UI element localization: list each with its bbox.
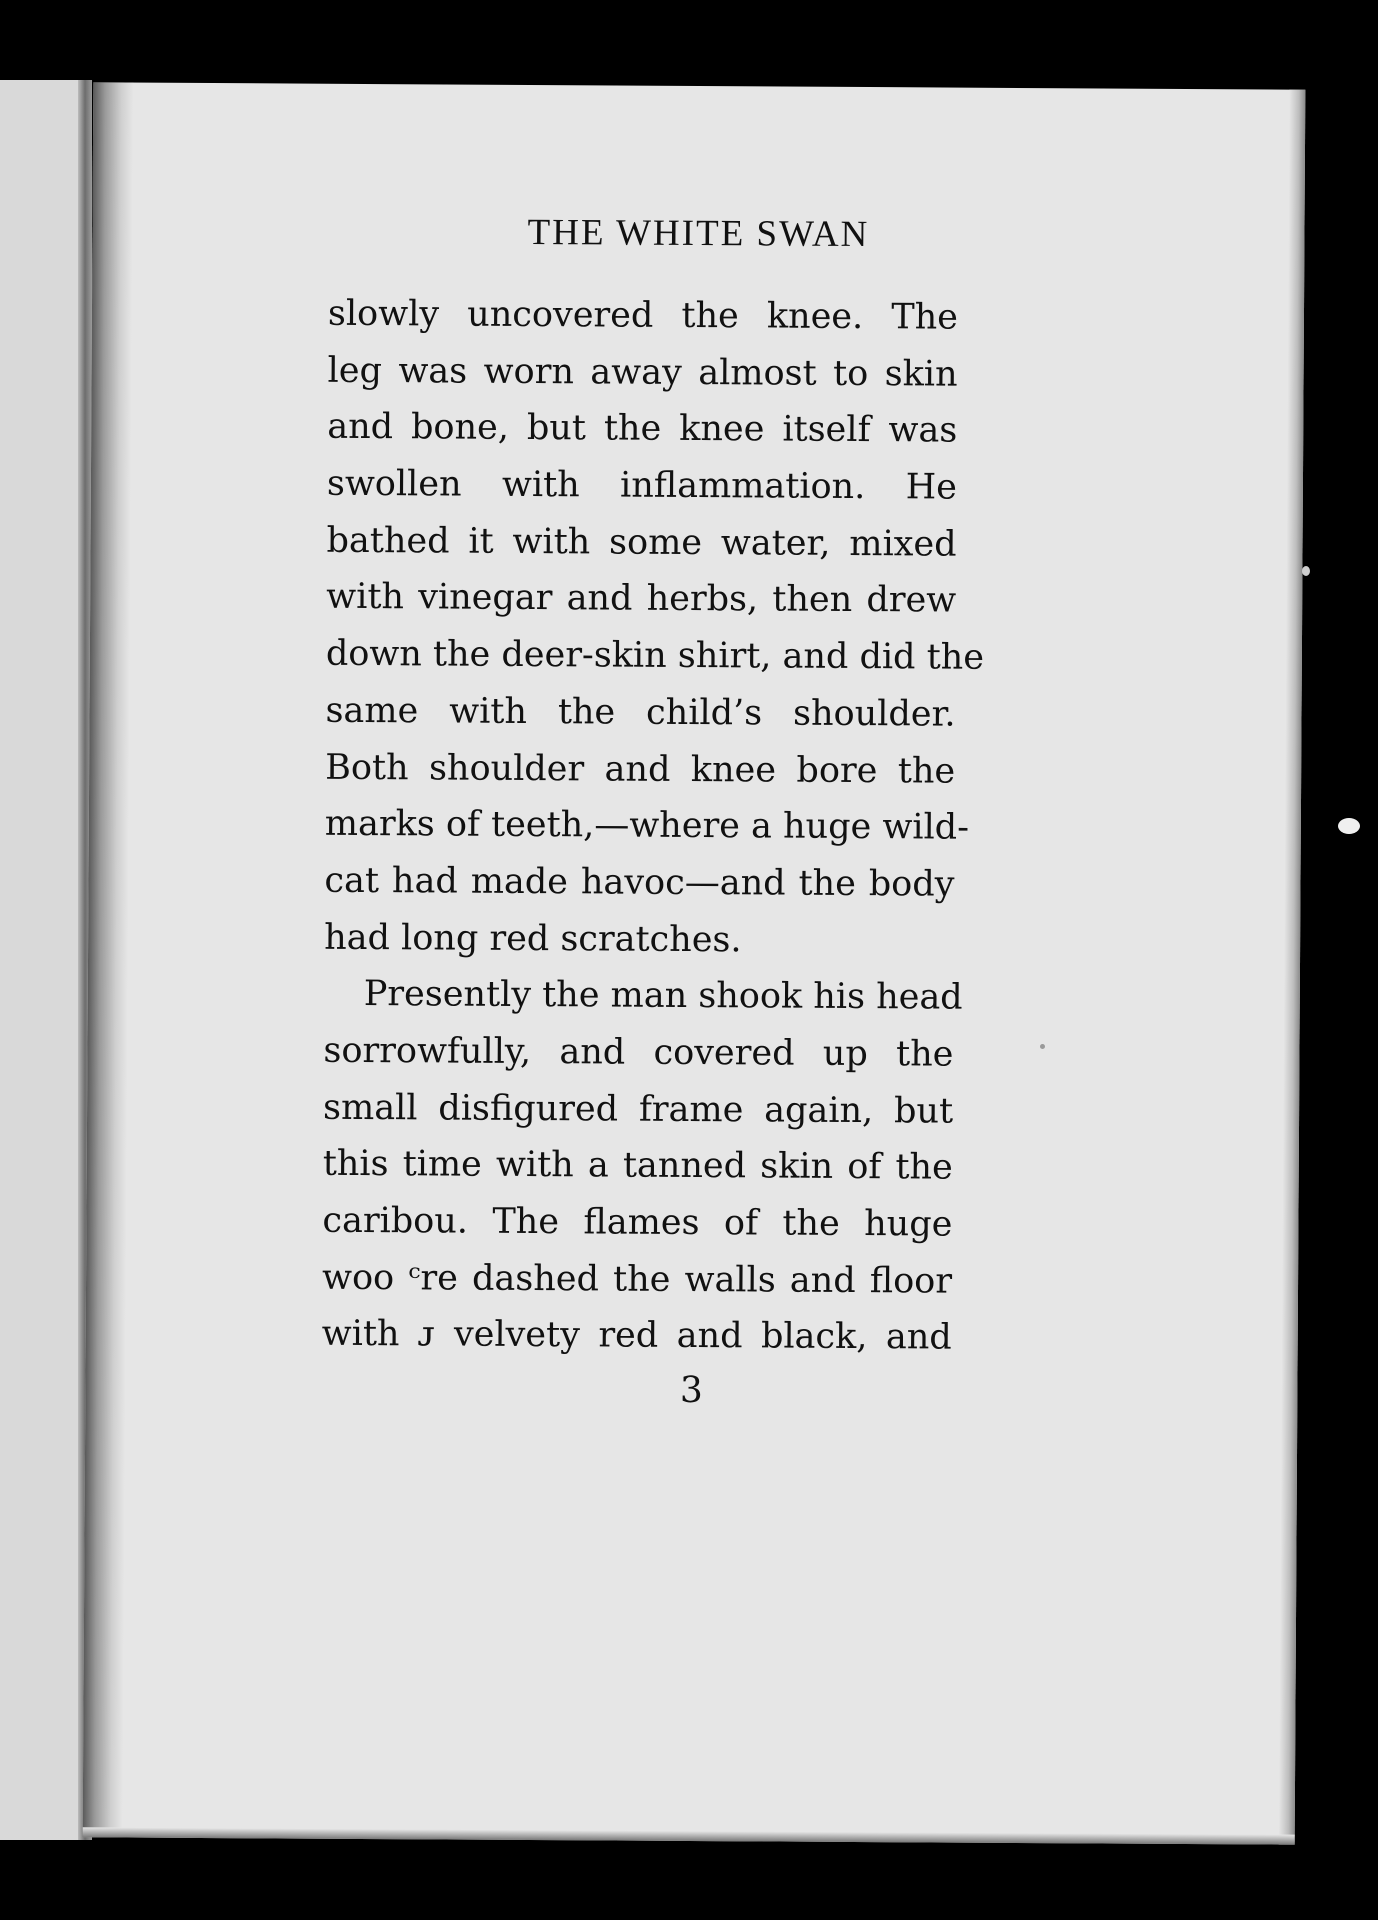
text-line: this time with a tanned skin of the [322, 1144, 953, 1188]
facing-page-margin [0, 80, 88, 1840]
text-line: same with the child’s shoulder. [325, 690, 956, 735]
text-line: had long red scratches. [324, 917, 742, 960]
text-line: marks of teeth,—where a huge wild- [324, 803, 970, 848]
page-right-edge [1279, 90, 1306, 1845]
text-line: swollen with inflammation. He [326, 463, 958, 508]
text-line: small disfigured frame again, but [322, 1087, 954, 1132]
text-line: with vinegar and herbs, then drew [326, 577, 957, 622]
page-bottom-edge [83, 1827, 1295, 1844]
running-head: THE WHITE SWAN [527, 211, 870, 256]
text-line: bathed it with some water, mixed [326, 520, 957, 565]
body-text [321, 286, 985, 1367]
text-line: cat had made havoc—and the body [324, 860, 955, 905]
scan-speck [1338, 818, 1360, 834]
text-line: down the deer-skin shirt, and did the [325, 633, 985, 678]
text-line: Presently the man shook his head [363, 974, 963, 1018]
text-line: sorrowfully, and covered up the [323, 1030, 954, 1075]
text-line: leg was worn away almost to skin [327, 350, 958, 395]
scan-speck [1302, 566, 1310, 576]
text-line: slowly uncovered the knee. The [327, 293, 959, 338]
text-line: caribou. The flames of the huge [322, 1200, 953, 1245]
text-line: Both shoulder and knee bore the [325, 747, 956, 792]
scan-speck [1040, 1044, 1045, 1049]
book-page [83, 82, 1306, 1844]
page-number: 3 [679, 1369, 703, 1412]
text-line: with ᴊ velvety red and black, and [321, 1314, 952, 1358]
text-line: and bone, but the knee itself was [327, 407, 958, 451]
text-line: woo ᶜre dashed the walls and floor [321, 1257, 953, 1302]
